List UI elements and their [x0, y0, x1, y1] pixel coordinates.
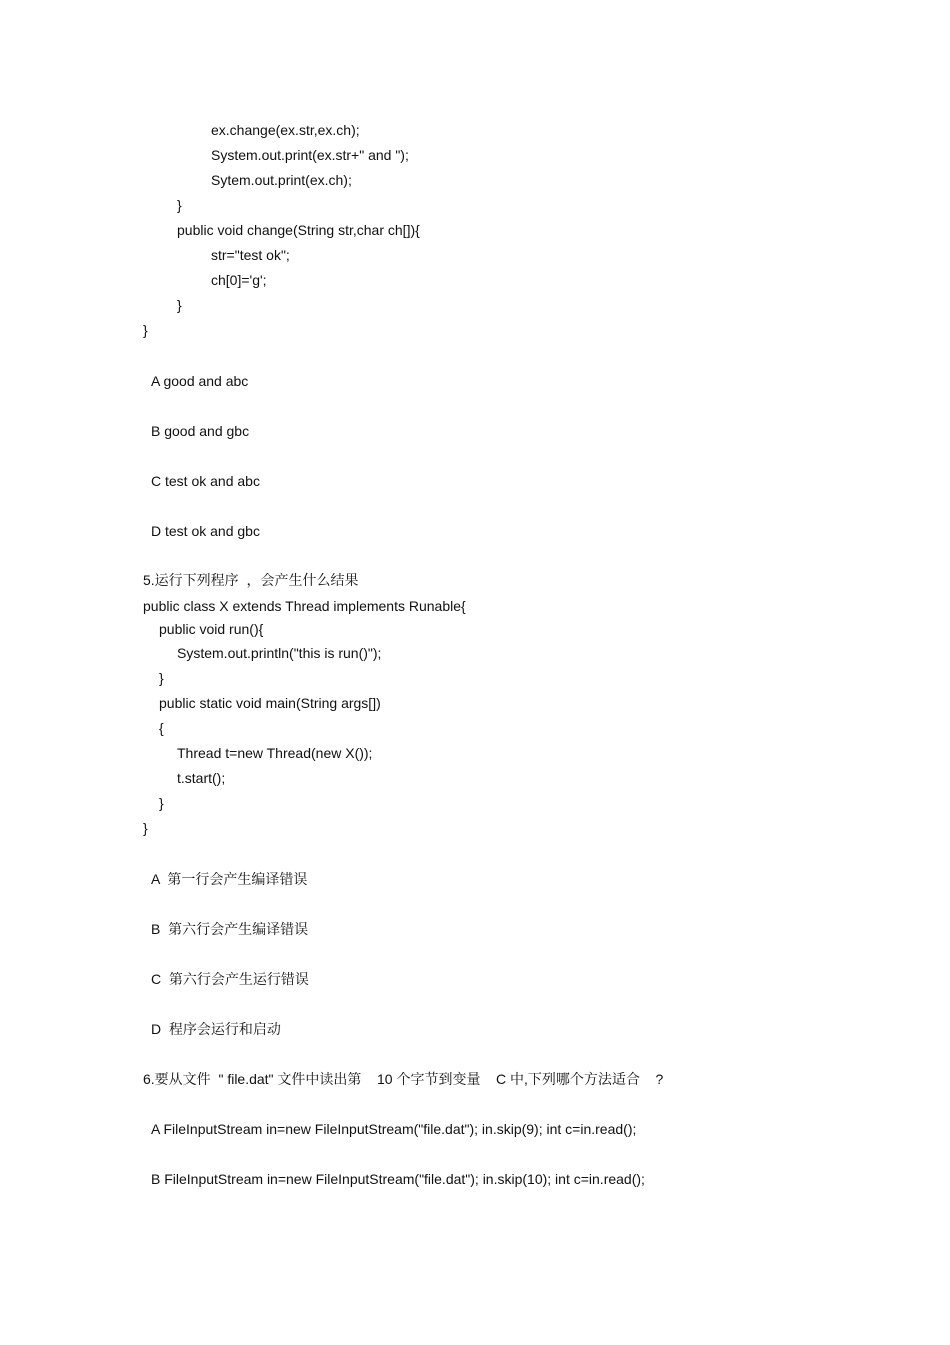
answer-option: D 程序会运行和启动 — [151, 1021, 281, 1037]
answer-option: B 第六行会产生编译错误 — [151, 921, 309, 937]
question-title: 5.运行下列程序 ，会产生什么结果 — [143, 572, 359, 588]
answer-option: A FileInputStream in=new FileInputStream("file.dat"); in.skip(9); int c=in.read(); — [151, 1121, 637, 1137]
code-line: ex.change(ex.str,ex.ch); — [211, 122, 360, 138]
code-line: Sytem.out.print(ex.ch); — [211, 172, 352, 188]
code-line: System.out.println("this is run()"); — [177, 645, 382, 661]
code-line: public class X extends Thread implements Runable{ — [143, 598, 466, 614]
code-line: ch[0]='g'; — [211, 272, 267, 288]
code-line: } — [143, 322, 148, 338]
answer-option: A good and abc — [151, 373, 249, 389]
code-line: public void run(){ — [159, 621, 264, 637]
answer-option: B FileInputStream in=new FileInputStream("file.dat"); in.skip(10); int c=in.read(); — [151, 1171, 645, 1187]
answer-option: A 第一行会产生编译错误 — [151, 871, 308, 887]
answer-option: C 第六行会产生运行错误 — [151, 971, 309, 987]
code-line: { — [159, 720, 164, 736]
code-line: } — [159, 795, 164, 811]
code-line: System.out.print(ex.str+" and "); — [211, 147, 409, 163]
code-line: str="test ok"; — [211, 247, 290, 263]
code-line: } — [159, 670, 164, 686]
answer-option: C test ok and abc — [151, 473, 260, 489]
answer-option: D test ok and gbc — [151, 523, 260, 539]
answer-option: B good and gbc — [151, 423, 250, 439]
code-line: public static void main(String args[]) — [159, 695, 381, 711]
code-line: } — [143, 820, 148, 836]
code-line: public void change(String str,char ch[]){ — [177, 222, 420, 238]
question-title: 6.要从文件 " file.dat" 文件中读出第 10 个字节到变量 C 中,下列哪个方法适合 ? — [143, 1071, 664, 1087]
code-line: Thread t=new Thread(new X()); — [177, 745, 373, 761]
code-line: } — [177, 297, 182, 313]
code-line: } — [177, 197, 182, 213]
code-line: t.start(); — [177, 770, 226, 786]
